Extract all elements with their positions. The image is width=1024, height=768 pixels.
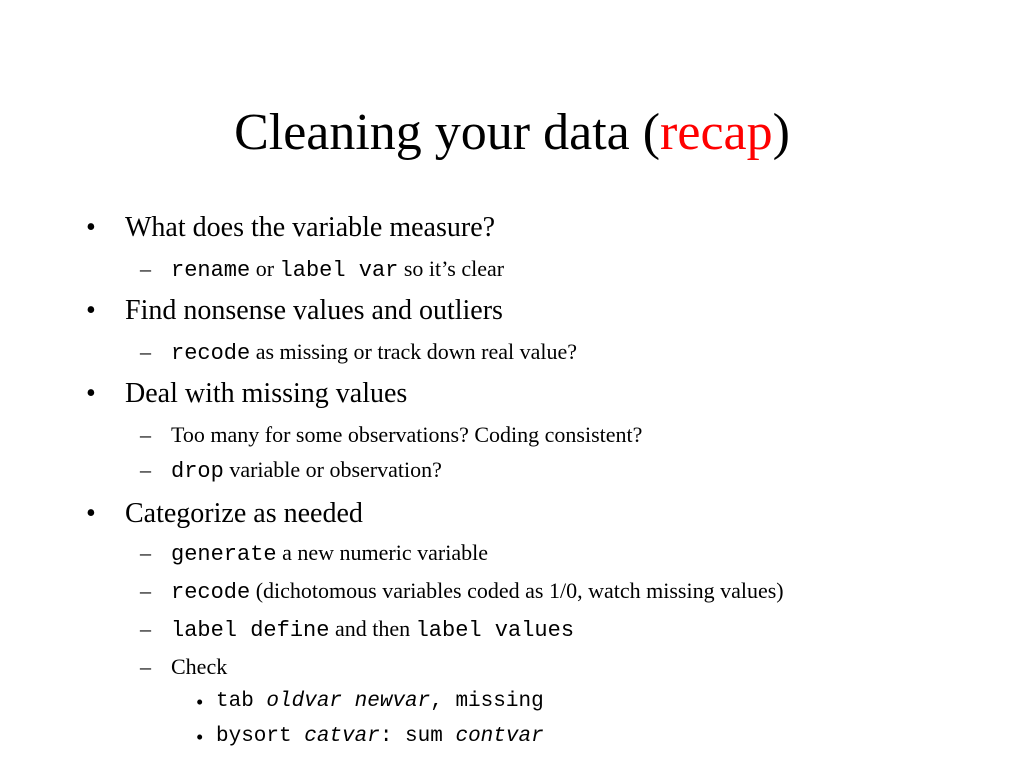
sub-bullet-text	[171, 456, 442, 486]
plain-text: so it’s clear	[398, 256, 505, 281]
code-var: oldvar newvar	[266, 690, 431, 713]
bullet-text: Categorize as needed	[125, 498, 363, 529]
bullet-dot: •	[86, 295, 96, 326]
code-text: recode	[171, 580, 251, 605]
code-text: generate	[171, 542, 277, 567]
sub-bullet-dash: –	[140, 540, 151, 565]
sub-bullet-text: Check	[171, 654, 228, 679]
code-line	[216, 724, 544, 750]
plain-text: or	[250, 256, 280, 281]
title-accent: recap	[660, 104, 773, 161]
code-var: contvar	[455, 725, 544, 748]
plain-text: variable or observation?	[223, 457, 442, 482]
sub-bullet-dash: –	[140, 256, 151, 281]
code-text: label var	[279, 258, 399, 283]
sub-bullet-dash: –	[140, 616, 151, 641]
sub-bullet-dash: –	[140, 457, 151, 482]
title-main: Cleaning your data (	[234, 104, 661, 161]
sub-bullet-text	[171, 338, 577, 368]
plain-text: as missing or track down real value?	[250, 339, 578, 364]
code-text: label define	[171, 618, 330, 643]
code-cmd: bysort	[216, 725, 305, 748]
code-text: drop	[171, 459, 224, 484]
code-text: rename	[171, 258, 251, 283]
sub-bullet-text	[171, 255, 504, 285]
bullet-text: What does the variable measure?	[125, 212, 496, 243]
plain-text: a new numeric variable	[276, 540, 488, 565]
code-rest: , missing	[430, 690, 544, 713]
sub-bullet-text	[171, 615, 574, 645]
bullet-text: Find nonsense values and outliers	[125, 295, 503, 326]
bullet-dot: •	[86, 498, 96, 529]
sub-sub-bullet-dot: •	[196, 690, 204, 714]
sub-sub-bullet-dot: •	[196, 725, 204, 749]
plain-text: and then	[329, 616, 416, 641]
code-text: label values	[415, 618, 575, 643]
code-text: recode	[171, 341, 251, 366]
plain-text: (dichotomous variables coded as 1/0, watch missing values)	[250, 578, 784, 603]
bullet-dot: •	[86, 212, 96, 243]
code-var: catvar	[304, 725, 380, 748]
sub-bullet-text	[171, 539, 488, 569]
bullet-text: Deal with missing values	[125, 378, 408, 409]
sub-bullet-dash: –	[140, 654, 151, 679]
sub-bullet-dash: –	[140, 422, 151, 447]
sub-bullet-text	[171, 577, 784, 607]
title-close: )	[772, 104, 790, 161]
sub-bullet-dash: –	[140, 339, 151, 364]
slide-title	[0, 98, 1024, 168]
code-cmd: tab	[216, 690, 267, 713]
code-line	[216, 689, 544, 715]
code-rest: : sum	[379, 725, 456, 748]
sub-bullet-dash: –	[140, 578, 151, 603]
bullet-dot: •	[86, 378, 96, 409]
sub-bullet-text: Too many for some observations? Coding consistent?	[171, 422, 643, 447]
